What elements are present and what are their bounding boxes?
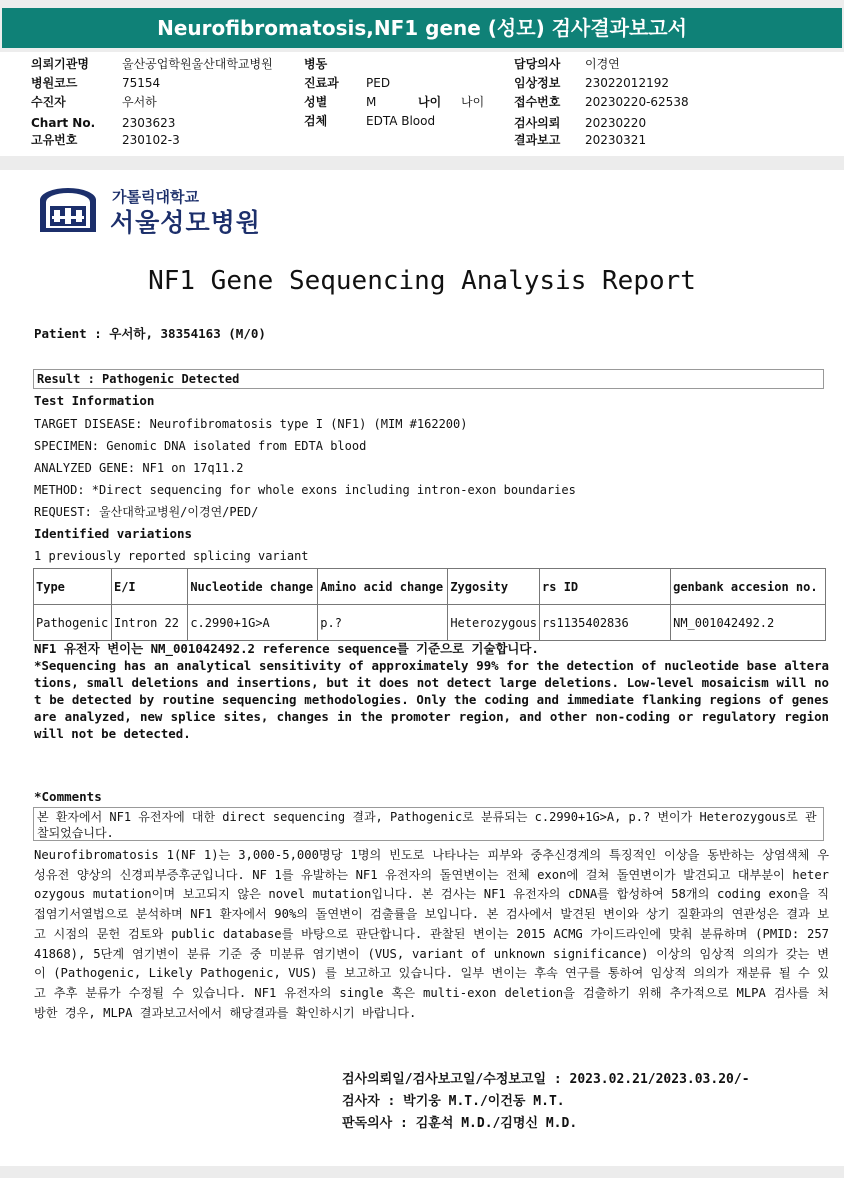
- value-unique-no: 230102-3: [122, 133, 180, 147]
- header-amino-acid: Amino acid change: [318, 569, 448, 605]
- value-chart-no: 2303623: [122, 116, 176, 130]
- label-sex: 성별: [304, 95, 328, 109]
- header-rs-id: rs ID: [540, 569, 671, 605]
- method-line: METHOD: *Direct sequencing for whole exons including intron-exon boundaries: [34, 483, 576, 497]
- section-divider: [0, 156, 844, 170]
- label-receipt-no: 접수번호: [514, 95, 561, 109]
- report-title: NF1 Gene Sequencing Analysis Report: [148, 266, 696, 296]
- identified-heading: Identified variations: [34, 526, 193, 541]
- cell-nucleotide: c.2990+1G>A: [188, 605, 318, 641]
- label-department: 진료과: [304, 76, 339, 90]
- label-doctor: 담당의사: [514, 57, 561, 71]
- cell-zygosity: Heterozygous: [448, 605, 540, 641]
- cell-amino-acid: p.?: [318, 605, 448, 641]
- value-age: 나이: [461, 95, 485, 109]
- value-hospital: 울산공업학원울산대학교병원: [122, 57, 273, 71]
- logo-university-name: 가톨릭대학교: [112, 188, 199, 206]
- signature-technicians: 검사자 : 박기웅 M.T./이건동 M.T.: [342, 1094, 565, 1109]
- label-age: 나이: [418, 95, 442, 109]
- value-clinical-info: 23022012192: [585, 76, 669, 90]
- analyzed-gene: ANALYZED GENE: NF1 on 17q11.2: [34, 461, 244, 475]
- header-ei: E/I: [111, 569, 187, 605]
- cell-rs-id: rs1135402836: [540, 605, 671, 641]
- value-doctor: 이경연: [585, 57, 620, 71]
- hospital-emblem-icon: [36, 186, 100, 234]
- value-receipt-no: 20230220-62538: [585, 95, 689, 109]
- sensitivity-note: *Sequencing has an analytical sensitivity of approximately 99% for the detection of nucleotide base alterations, small deletions and insertions, but it does not detect large deletions. Low-level mosaicism will not be detected by routine sequencing methodologies. Only the coding and immediate flanking regions of genes are analyzed, new splice sites, changes in the promoter region, and other non-coding or regulatory region will not be detected.: [34, 658, 829, 741]
- header-type: Type: [34, 569, 112, 605]
- label-unique-no: 고유번호: [31, 133, 78, 147]
- value-patient: 우서하: [122, 95, 157, 109]
- value-department: PED: [366, 76, 391, 90]
- test-info-heading: Test Information: [34, 393, 155, 408]
- header-zygosity: Zygosity: [448, 569, 540, 605]
- reference-note: NF1 유전자 변이는 NM_001042492.2 reference sequence를 기준으로 기술합니다.: [34, 641, 539, 656]
- cell-genbank: NM_001042492.2: [671, 605, 826, 641]
- result-box: Result : Pathogenic Detected: [33, 369, 824, 389]
- table-row: [34, 605, 826, 641]
- cell-ei: Intron 22: [111, 605, 187, 641]
- variants-table: [33, 568, 826, 641]
- logo-hospital-name: 서울성모병원: [110, 208, 261, 237]
- label-patient: 수진자: [31, 95, 66, 109]
- header-nucleotide: Nucleotide change: [188, 569, 318, 605]
- label-request-date: 검사의뢰: [514, 116, 561, 130]
- label-specimen: 검체: [304, 114, 328, 128]
- comment-summary-box: 본 환자에서 NF1 유전자에 대한 direct sequencing 결과, Pathogenic로 분류되는 c.2990+1G>A, p.? 변이가 Heterozygous로 관찰되었습니다.: [33, 807, 824, 841]
- signature-dates: 검사의뢰일/검사보고일/수정보고일 : 2023.02.21/2023.03.20/-: [342, 1072, 750, 1087]
- signature-physicians: 판독의사 : 김훈석 M.D./김명신 M.D.: [342, 1116, 578, 1131]
- table-header-row: [34, 569, 826, 605]
- label-ward: 병동: [304, 57, 328, 71]
- comment-body: Neurofibromatosis 1(NF 1)는 3,000-5,000명당 1명의 빈도로 나타나는 피부와 중추신경계의 특징적인 이상을 동반하는 상염색체 우성유전 양상의 신경피부증후군입니다. NF 1를 유발하는 NF1 유전자의 돌연변이는 전체 exon에 걸쳐 돌연변이가 발견되고 대부분이 heterozygous mutation이며 보고되지 않은 novel mutation입니다. 본 검사는 NF1 유전자의 cDNA를 합성하여 58개의 coding exon을 직접염기서열법으로 분석하며 NF1 환자에서 90%의 돌연변이 검출률을 보입니다. 본 검사에서 발견된 변이와 상기 질환과의 연관성은 결과 보고 시점의 문헌 검토와 public database를 바탕으로 판단합니다. 관찰된 변이는 2015 ACMG 가이드라인에 맞춰 분류하며 (PMID: 25741868), 5단계 염기변이 분류 기준 중 미분류 염기변이 (VUS, variant of unknown significance) 이상의 임상적 의의가 갖는 변이 (Pathogenic, Likely Pathogenic, VUS) 를 보고하고 있습니다. 일부 변이는 후속 연구를 통하여 임상적 의의가 재분류 될 수 있고 추후 분류가 수정될 수 있습니다. NF1 유전자의 single 혹은 multi-exon deletion을 검출하기 위해 추가적으로 MLPA 검사를 처방한 경우, MLPA 결과보고서에서 해당결과를 확인하시기 바랍니다.: [34, 848, 829, 1020]
- variant-count: 1 previously reported splicing variant: [34, 549, 309, 563]
- label-hospital: 의뢰기관명: [31, 57, 89, 71]
- title-bar: [0, 0, 844, 52]
- label-clinical-info: 임상정보: [514, 76, 561, 90]
- bottom-divider: [0, 1166, 844, 1178]
- target-disease: TARGET DISEASE: Neurofibromatosis type I (NF1) (MIM #162200): [34, 417, 468, 431]
- value-request-date: 20230220: [585, 116, 647, 130]
- request-line: REQUEST: 울산대학교병원/이경연/PED/: [34, 505, 259, 519]
- label-chart-no: Chart No.: [31, 116, 96, 130]
- report-header-title: Neurofibromatosis,NF1 gene (성모) 검사결과보고서: [2, 8, 842, 48]
- label-report-date: 결과보고: [514, 133, 561, 147]
- patient-line: Patient : 우서하, 38354163 (M/0): [34, 326, 266, 341]
- value-specimen: EDTA Blood: [366, 114, 436, 128]
- specimen-line: SPECIMEN: Genomic DNA isolated from EDTA blood: [34, 439, 367, 453]
- label-hospital-code: 병원코드: [31, 76, 78, 90]
- value-report-date: 20230321: [585, 133, 647, 147]
- cell-type: Pathogenic: [34, 605, 112, 641]
- value-hospital-code: 75154: [122, 76, 161, 90]
- comments-heading: *Comments: [34, 789, 102, 804]
- header-genbank: genbank accesion no.: [671, 569, 826, 605]
- value-sex: M: [366, 95, 377, 109]
